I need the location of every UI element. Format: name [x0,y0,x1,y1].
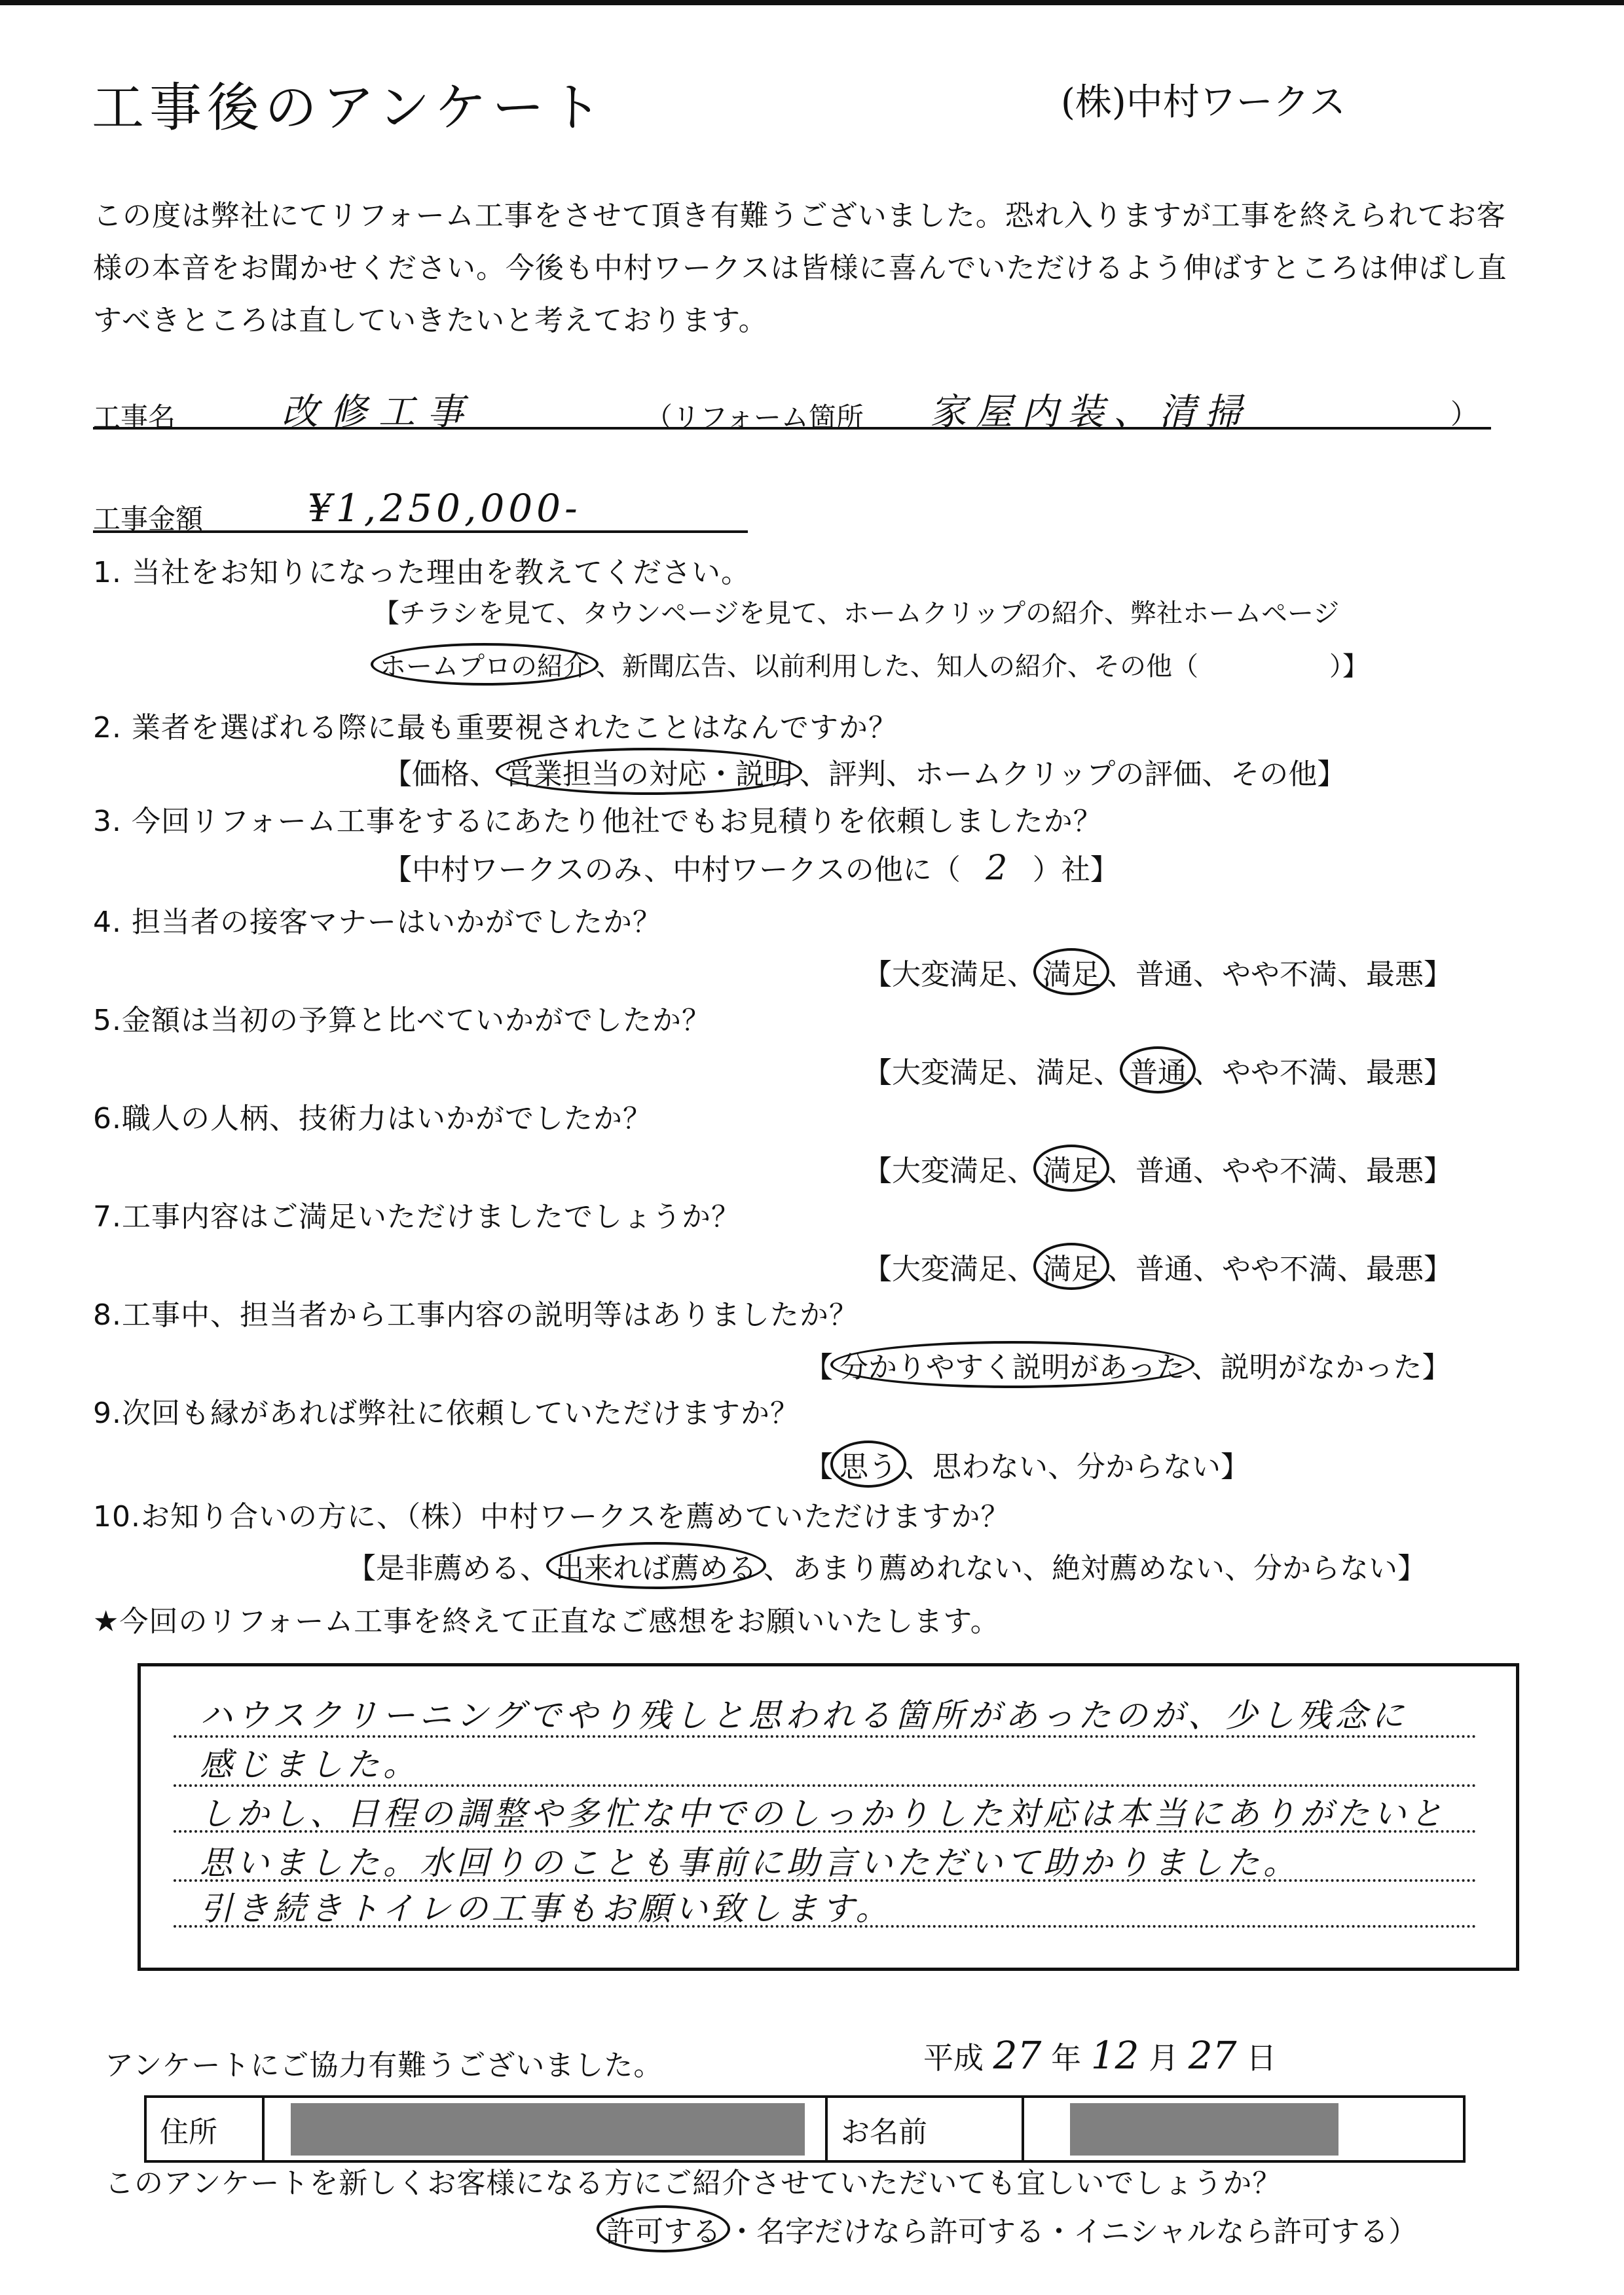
q3-options-before: 【中村ワークスのみ、中村ワークスの他に（ [383,853,961,887]
question-text: 金額は当初の予算と比べていかがでしたか？ [121,1004,711,1037]
q6-selected-option[interactable]: 満足 [1033,1145,1109,1192]
ruled-line [174,1735,1477,1738]
q2-options-after: 、評判、ホームクリップの評価、その他】 [800,758,1346,791]
q8-options-before: 【 [804,1351,833,1384]
comment-line-4: 思いました。水回りのことも事前に助言いただいて助かりました。 [200,1844,1300,1882]
impressions-prompt: ★今回のリフォーム工事を終えて正直なご感想をお願いいたします。 [93,1605,1000,1638]
q7-options-before: 【大変満足、 [863,1253,1036,1286]
question-text: 次回も縁があれば弊社に依頼していただけますか？ [121,1397,800,1430]
q1-options-line1: 【チラシを見て、タウンページを見て、ホームクリップの紹介、弊社ホームページ [373,598,1340,629]
q4-selected-option[interactable]: 満足 [1033,948,1109,995]
question-1 [93,549,750,591]
question-number: 7. [93,1200,122,1234]
question-4 [93,898,662,940]
thanks-message: アンケートにご協力有難うございました。 [105,2049,663,2082]
q5-options [863,1046,1452,1093]
question-6 [93,1095,652,1137]
redacted-name [1070,2103,1338,2156]
q3-answer[interactable]: 2 [986,849,1008,888]
ruled-line [174,1925,1477,1928]
q7-options [863,1243,1452,1290]
q4-options-after: 、普通、やや不満、最悪】 [1107,958,1452,991]
location-label: （リフォーム箇所 [645,401,864,433]
question-number: 5. [93,1004,122,1037]
question-number: 6. [93,1102,122,1135]
question-text: 担当者の接客マナーはいかがでしたか？ [131,906,662,939]
work-name-label: 工事名 [93,401,176,433]
question-8 [93,1291,858,1333]
name-label: お名前 [828,2098,1024,2160]
q5-options-before: 【大変満足、満足、 [863,1056,1122,1090]
q9-options-before: 【 [804,1450,833,1484]
permission-other-options: ・名字だけなら許可する・イニシャルなら許可する） [728,2215,1418,2249]
question-text: 今回リフォーム工事をするにあたり他社でもお見積りを依頼しましたか？ [131,805,1103,838]
comment-line-3: しかし、日程の調整や多忙な中でのしっかりした対応は本当にありがたいと [200,1795,1447,1833]
question-10 [93,1493,1010,1535]
comment-line-2: 感じました。 [200,1746,420,1784]
permission-selected-option[interactable]: 許可する [597,2205,730,2252]
contact-info-table [144,2095,1466,2163]
q10-options-after: 、あまり薦めれない、絶対薦めない、分からない】 [764,1552,1426,1585]
location-value[interactable]: 家屋内装、清掃 [930,391,1251,433]
q2-options [383,748,1346,795]
ruled-line [174,1784,1477,1787]
q2-options-before: 【価格、 [383,758,498,791]
question-text: お知り合いの方に、（株）中村ワークスを薦めていただけますか？ [140,1500,1010,1533]
q8-options [804,1341,1451,1388]
question-number: 8. [93,1298,122,1332]
comment-textarea[interactable] [138,1663,1519,1971]
question-3 [93,798,1103,839]
q3-options [383,846,1119,888]
amount-label: 工事金額 [93,503,204,535]
q5-options-after: 、やや不満、最悪】 [1193,1056,1452,1090]
date [923,2033,1276,2078]
date-day[interactable]: 27 [1188,2033,1237,2078]
q5-selected-option[interactable]: 普通 [1120,1046,1196,1093]
q6-options-before: 【大変満足、 [863,1154,1036,1188]
intro-paragraph: この度は弊社にてリフォーム工事をさせて頂き有難うございました。恐れ入りますが工事を終えられてお客様の本音をお聞かせください。今後も中村ワークスは皆様に喜んでいただけるよう伸ばすところは伸ばし直すべきところは直していきたいと考えております。 [93,199,1507,337]
question-9 [93,1389,800,1431]
date-year-unit: 年 [1051,2040,1082,2076]
q7-options-after: 、普通、やや不満、最悪】 [1107,1253,1452,1286]
ruled-line [174,1879,1477,1882]
q8-options-after: 、説明がなかった】 [1191,1351,1451,1384]
question-number: 2. [93,711,122,744]
question-text: 工事内容はご満足いただけましたでしょうか？ [121,1200,741,1234]
address-label: 住所 [147,2098,265,2160]
q10-options [347,1542,1426,1589]
question-7 [93,1193,741,1235]
question-2 [93,704,898,746]
q3-options-after: ）社】 [1032,853,1119,887]
date-month[interactable]: 12 [1090,2033,1139,2078]
date-month-unit: 月 [1149,2040,1179,2076]
date-era: 平成 [923,2040,984,2076]
amount-value[interactable]: ¥1,250,000- [308,486,581,530]
location-close: ） [1450,398,1479,430]
q8-selected-option[interactable]: 分かりやすく説明があった [830,1341,1194,1388]
question-text: 工事中、担当者から工事内容の説明等はありましたか？ [121,1298,858,1332]
work-name-underline [93,427,1491,430]
question-number: 9. [93,1397,122,1430]
q10-options-before: 【是非薦める、 [347,1552,549,1585]
q2-selected-option[interactable]: 営業担当の対応・説明 [496,748,802,795]
permission-options [599,2205,1417,2252]
question-text: 当社をお知りになった理由を教えてください。 [131,556,750,589]
q6-options-after: 、普通、やや不満、最悪】 [1107,1154,1452,1188]
q1-other-options: 、新聞広告、以前利用した、知人の紹介、その他（ ）】 [596,652,1369,682]
question-5 [93,997,711,1038]
redacted-address [291,2103,805,2156]
question-number: 1. [93,556,122,589]
q9-options-after: 、思わない、分からない】 [904,1450,1249,1484]
question-text: 職人の人柄、技術力はいかがでしたか？ [121,1102,652,1135]
question-number: 10. [93,1500,141,1533]
q7-selected-option[interactable]: 満足 [1033,1243,1109,1290]
address-field[interactable] [265,2098,828,2160]
q10-selected-option[interactable]: 出来れば薦める [546,1542,766,1589]
question-number: 4. [93,906,122,939]
q4-options-before: 【大変満足、 [863,958,1036,991]
scan-top-edge [0,0,1624,5]
company-name: (株)中村ワークス [1061,81,1346,124]
q9-selected-option[interactable]: 思う [830,1441,906,1488]
question-number: 3. [93,805,122,838]
q6-options [863,1145,1452,1192]
name-field[interactable] [1024,2098,1463,2160]
date-year[interactable]: 27 [993,2033,1042,2078]
q9-options [804,1441,1249,1488]
q4-options [863,948,1452,995]
ruled-line [174,1830,1477,1833]
q1-options-line2 [373,643,1369,686]
question-text: 業者を選ばれる際に最も重要視されたことはなんですか？ [131,711,898,744]
comment-line-1: ハウスクリーニングでやり残しと思われる箇所があったのが、少し残念に [200,1697,1408,1735]
work-name-value[interactable]: 改修工事 [282,391,475,433]
comment-line-5: 引き続きトイレの工事もお願い致します。 [200,1890,893,1928]
date-day-unit: 日 [1246,2040,1277,2076]
page-title: 工事後のアンケート [92,77,608,138]
amount-underline [93,530,748,533]
q1-selected-option[interactable]: ホームプロの紹介 [371,643,599,686]
permission-question: このアンケートを新しくお客様になる方にご紹介させていただいても宜しいでしょうか？ [105,2167,1282,2200]
